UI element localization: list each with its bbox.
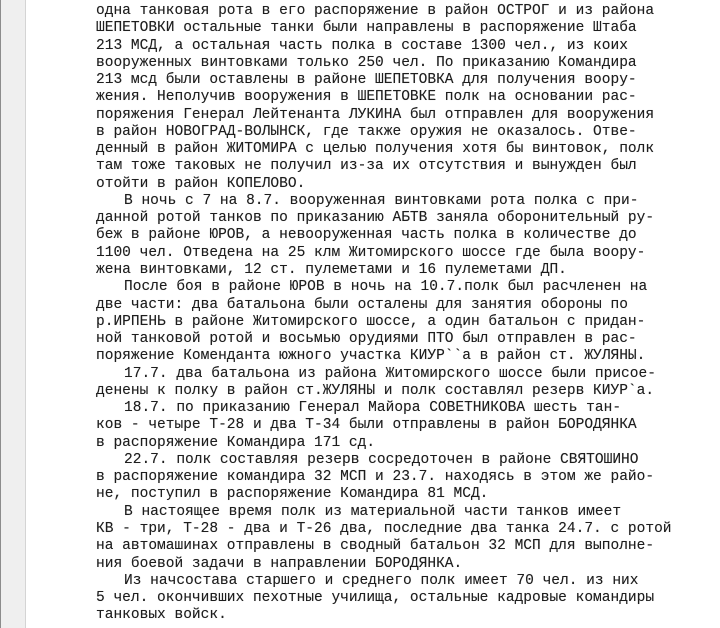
text-line: отойти в район КОПЕЛОВО. [96, 175, 306, 192]
text-line: вооруженных винтовками только 250 чел. По приказанию Командира [96, 54, 637, 71]
text-line: денный в район ЖИТОМИРА с целью получения хотя бы винтовок, полк [96, 141, 655, 158]
text-line: р.ИРПЕНЬ в районе Житомирского шоссе, а один батальон с придан- [96, 313, 646, 330]
text-line: 1100 чел. Отведена на 25 клм Житомирского шоссе где была воору- [96, 244, 646, 261]
text-line: Из начсостава старшего и среднего полк имеет 70 чел. из них [124, 572, 639, 589]
text-line: В настоящее время полк из материальной части танков имеет [124, 503, 622, 520]
text-line: ной танковой ротой и восьмью орудиями ПТО был отправлен в рас- [96, 331, 637, 348]
text-line: 5 чел. окончивших пехотные училища, остальные кадровые командиры [96, 590, 655, 607]
text-line: ков - четыре Т-28 и два Т-34 были отправлены в район БОРОДЯНКА [96, 417, 637, 434]
text-line: одна танковая рота в его распоряжение в район ОСТРОГ и из района [96, 3, 655, 19]
text-line: в распоряжение командира 32 МСП и 23.7. находясь в этом же райо- [96, 469, 655, 486]
text-line: ния боевой задачи в направлении БОРОДЯНКА. [96, 555, 463, 572]
text-line: 213 мсд были оставлены в районе ШЕПЕТОВКА для получения воору- [96, 72, 637, 89]
text-line: две части: два батальона были осталены для занятия обороны по [96, 296, 628, 313]
text-line: После боя в районе ЮРОВ в ночь на 10.7.полк был расчленен на [124, 279, 648, 296]
text-line: данной ротой танков по приказанию АБТВ заняла оборонительный ру- [96, 210, 655, 227]
text-line: денены к полку в район ст.ЖУЛЯНЫ и полк составлял резерв КИУР`а. [96, 382, 655, 399]
text-line: не, поступил в распоряжение Командира 81 МСД. [96, 486, 489, 503]
text-line: В ночь с 7 на 8.7. вооруженная винтовками рота полка с при- [124, 192, 639, 209]
text-line: там тоже таковых не получил из-за их отсутствия и вынужден был [96, 158, 637, 175]
text-line: 18.7. по приказанию Генерал Майора СОВЕТНИКОВА шесть тан- [124, 400, 622, 417]
text-line: КВ - три, Т-28 - два и Т-26 два, последние два танка 24.7. с ротой [96, 520, 672, 537]
text-line: на автомашинах отправлены в сводный батальон 32 МСП для выполне- [96, 538, 655, 555]
text-line: ШЕПЕТОВКИ остальные танки были направлены в распоряжение Штаба [96, 20, 637, 37]
text-line: поряжение Коменданта южного участка КИУР``а в район ст. ЖУЛЯНЫ. [96, 348, 646, 365]
text-line: 213 МСД, а остальная часть полка в составе 1300 чел., из коих [96, 37, 628, 54]
viewer-left-gutter [0, 0, 26, 628]
text-line: поряжения Генерал Лейтенанта ЛУКИНА был отправлен для вооружения [96, 106, 655, 123]
text-line: жена винтовками, 12 ст. пулеметами и 16 пулеметами ДП. [96, 261, 567, 278]
text-line: беж в районе ЮРОВ, а невооруженная часть полка в количестве до [96, 227, 637, 244]
document-text [96, 3, 676, 625]
text-line: 17.7. два батальона из района Житомирского шоссе были присое- [124, 365, 656, 382]
text-line: в распоряжение Командира 171 сд. [96, 434, 376, 451]
text-line: 22.7. полк составляя резерв сосредоточен в районе СВЯТОШИНО [124, 451, 639, 468]
text-line: танковых войск. [96, 607, 227, 624]
text-line: жения. Неполучив вооружения в ШЕПЕТОВКЕ полк на основании рас- [96, 89, 637, 106]
text-line: в район НОВОГРАД-ВОЛЫНСК, где также оружия не оказалось. Отве- [96, 123, 637, 140]
document-page [27, 0, 720, 628]
